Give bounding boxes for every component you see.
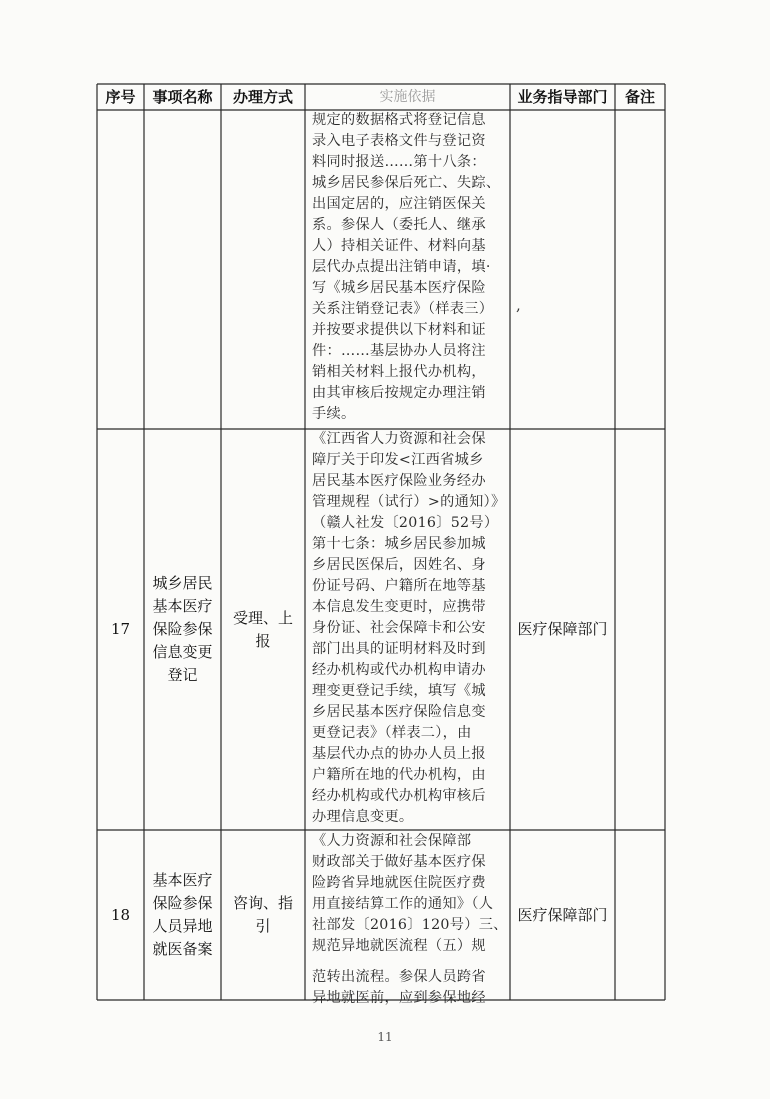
basis-line: 社部发〔2016〕120号）三、 [312,917,508,933]
basis-line: 规范异地就医流程（五）规 [312,938,486,954]
basis-line: 用直接结算工作的通知》（人 [312,896,494,912]
basis-line: 经办机构或代办机构审核后 [312,788,486,804]
basis-line: 写《城乡居民基本医疗保险 [312,280,486,296]
name-line: 保险参保 [152,894,213,912]
row-18-dept: 医疗保障部门 [517,905,608,924]
basis-line: 系。参保人（委托人、继承 [312,217,486,233]
method-line: 报 [255,631,271,650]
basis-line: 由其审核后按规定办理注销 [312,385,486,401]
basis-line: 手续。 [312,406,356,422]
row-continued-basis [312,110,514,425]
row-17-dept: 医疗保障部门 [517,620,608,638]
basis-line: 基层代办点的协办人员上报 [312,746,486,762]
basis-line: 《江西省人力资源和社会保 [312,431,486,447]
basis-line: 部门出具的证明材料及时到 [312,641,486,657]
basis-line: 财政部关于做好基本医疗保 [312,854,486,870]
basis-line: 异地就医前，应到参保地经 [312,990,486,1006]
row-17-no: 17 [110,620,131,638]
row-17-item-name [144,429,221,830]
method-line: 咨询、指 [232,894,293,912]
basis-line [312,957,514,967]
header-remark: 备注 [624,88,655,106]
method-line: 引 [255,917,271,935]
name-line: 登记 [167,666,198,684]
basis-line: 范转出流程。参保人员跨省 [312,969,486,985]
stray-mark: , [516,296,521,314]
basis-line: 理变更登记手续，填写《城 [312,683,486,699]
header-basis: 实施依据 [379,89,436,105]
basis-line: 办理信息变更。 [312,809,414,825]
basis-line: 料同时报送……第十八条： [312,154,486,170]
header-method: 办理方式 [232,88,293,106]
name-line: 就医备案 [152,940,213,958]
basis-line: 本信息发生变更时，应携带 [312,599,486,615]
basis-line: 人）持相关证件、材料向基 [312,238,486,254]
row-17-basis [312,429,514,828]
name-line: 基本医疗 [152,871,213,889]
row-18-no: 18 [110,905,131,924]
basis-line: 件：……基层协办人员将注 [312,343,486,359]
basis-line: 《人力资源和社会保障部 [312,833,472,849]
basis-line: 份证号码、户籍所在地等基 [312,578,486,594]
row-18-method [221,830,305,1000]
method-line: 受理、上 [232,608,293,627]
name-line: 保险参保 [152,620,213,638]
page-number: 11 [377,1030,393,1044]
name-line: 信息变更 [152,643,213,661]
basis-line: 层代办点提出注销申请，填· [312,259,491,275]
basis-line: 关系注销登记表》（样表三） [312,301,494,317]
basis-line: 险跨省异地就医住院医疗费 [312,875,486,891]
basis-line: 身份证、社会保障卡和公安 [312,620,486,636]
basis-line: 乡居民基本医疗保险信息变 [312,704,486,720]
name-line: 城乡居民 [152,574,213,592]
header-no: 序号 [105,88,136,106]
basis-line: 并按要求提供以下材料和证 [312,322,486,338]
basis-line: （赣人社发〔2016〕52号） [312,515,499,531]
name-line: 人员异地 [152,917,213,935]
basis-line: 录入电子表格文件与登记资 [312,133,486,149]
basis-line: 销相关材料上报代办机构， [312,364,486,380]
header-item-name: 事项名称 [152,88,213,106]
basis-line: 户籍所在地的代办机构，由 [312,767,486,783]
basis-line: 居民基本医疗保险业务经办 [312,473,486,489]
basis-line: 第十七条：城乡居民参加城 [312,536,486,552]
basis-line: 乡居民医保后，因姓名、身 [312,557,486,573]
basis-line: 更登记表》（样表二），由 [312,725,472,741]
header-dept: 业务指导部门 [517,88,608,106]
name-line: 基本医疗 [152,597,213,615]
basis-line: 出国定居的，应注销医保关 [312,196,486,212]
row-18-item-name [144,830,221,1000]
basis-line: 经办机构或代办机构申请办 [312,662,486,678]
basis-line: 规定的数据格式将登记信息 [312,112,486,128]
basis-line: 障厅关于印发<江西省城乡 [312,452,484,468]
row-18-basis [312,831,514,1009]
row-17-method [221,429,305,830]
basis-line: 管理规程（试行）>的通知）》 [312,494,506,510]
basis-line: 城乡居民参保后死亡、失踪、 [312,175,501,191]
